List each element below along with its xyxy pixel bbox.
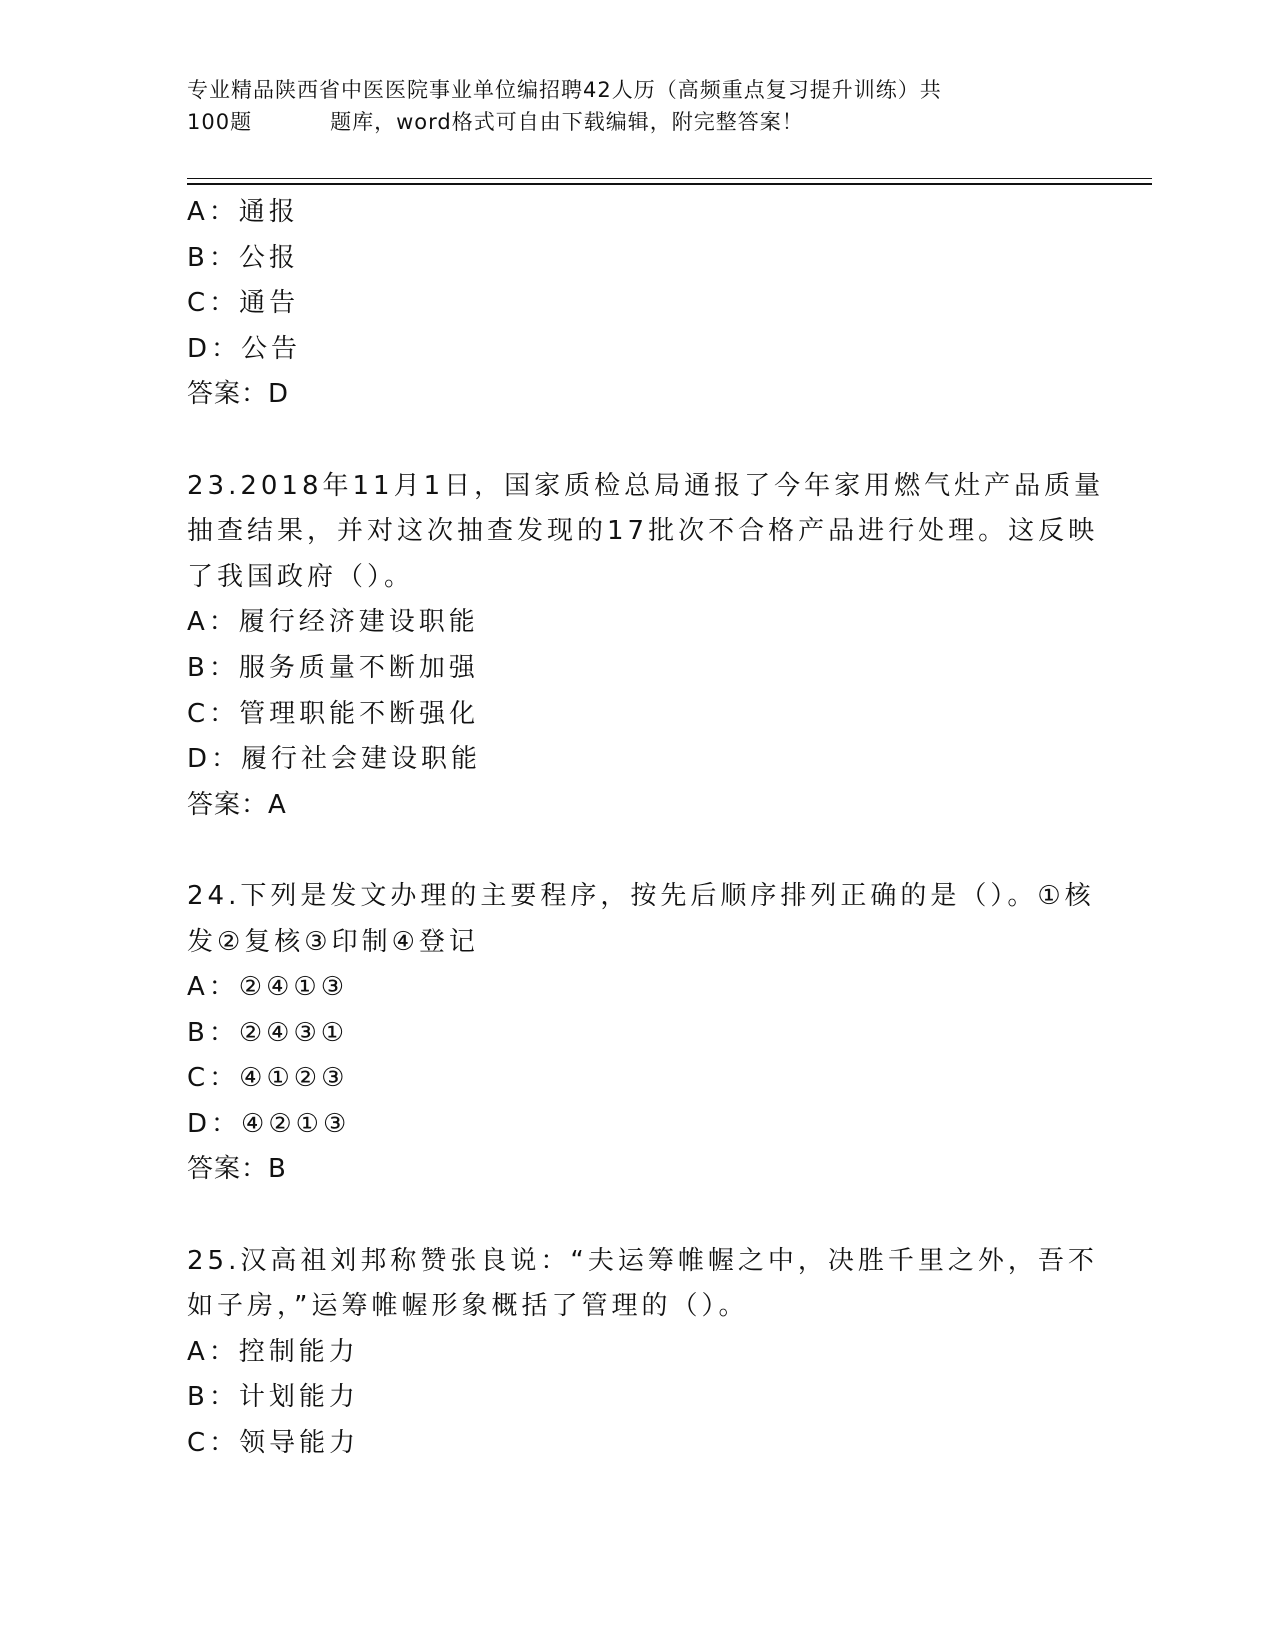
answer: 答案：D [187, 379, 290, 410]
option-a: A：履行经济建设职能 [187, 607, 479, 638]
option-c: C：④①②③ [187, 1063, 349, 1094]
question-stem-line: 抽查结果，并对这次抽查发现的17批次不合格产品进行处理。这反映 [187, 516, 1099, 547]
header-title-line-2 [187, 106, 1067, 138]
question-24 [187, 874, 1095, 1193]
option-a: A：通报 [187, 197, 299, 227]
question-stem-line: 了我国政府（）。 [187, 561, 415, 592]
question-stem-line: 25.汉高祖刘邦称赞张良说：“夫运筹帷幄之中，决胜千里之外，吾不 [187, 1245, 1098, 1276]
option-c: C：管理职能不断强化 [187, 698, 480, 729]
option-b: B：②④③① [187, 1017, 349, 1048]
option-c: C：通告 [187, 288, 300, 319]
question-23 [187, 464, 1105, 829]
question-stem-line: 如子房，”运筹帷幄形象概括了管理的（）。 [187, 1291, 749, 1322]
option-b: B：服务质量不断加强 [187, 652, 479, 683]
document-header [187, 74, 1067, 138]
question-stem-line: 23.2018年11月1日，国家质检总局通报了今年家用燃气灶产品质量 [187, 470, 1105, 501]
option-c: C：领导能力 [187, 1428, 360, 1459]
header-title-line-1: 专业精品陕西省中医医院事业单位编招聘42人历（高频重点复习提升训练）共 [187, 78, 942, 102]
question-list [187, 190, 1105, 1467]
option-b: B：计划能力 [187, 1382, 359, 1413]
answer: 答案：A [187, 789, 287, 820]
question-22 [187, 190, 1087, 418]
option-d: D：公告 [187, 333, 302, 364]
option-a: A：②④①③ [187, 972, 349, 1003]
option-a: A：控制能力 [187, 1336, 359, 1367]
option-b: B：公报 [187, 242, 299, 273]
question-stem-line: 发②复核③印制④登记 [187, 926, 479, 957]
header-divider-thick [187, 183, 1152, 185]
header-divider-thin [187, 178, 1152, 179]
header-description: 题库，word格式可自由下载编辑，附完整答案！ [330, 110, 804, 134]
answer: 答案：B [187, 1154, 287, 1185]
option-d: D：履行社会建设职能 [187, 744, 482, 775]
header-question-count: 100题 [187, 110, 253, 134]
question-25 [187, 1239, 1098, 1467]
question-stem-line: 24.下列是发文办理的主要程序，按先后顺序排列正确的是（）。①核 [187, 880, 1095, 911]
option-d: D：④②①③ [187, 1108, 351, 1139]
